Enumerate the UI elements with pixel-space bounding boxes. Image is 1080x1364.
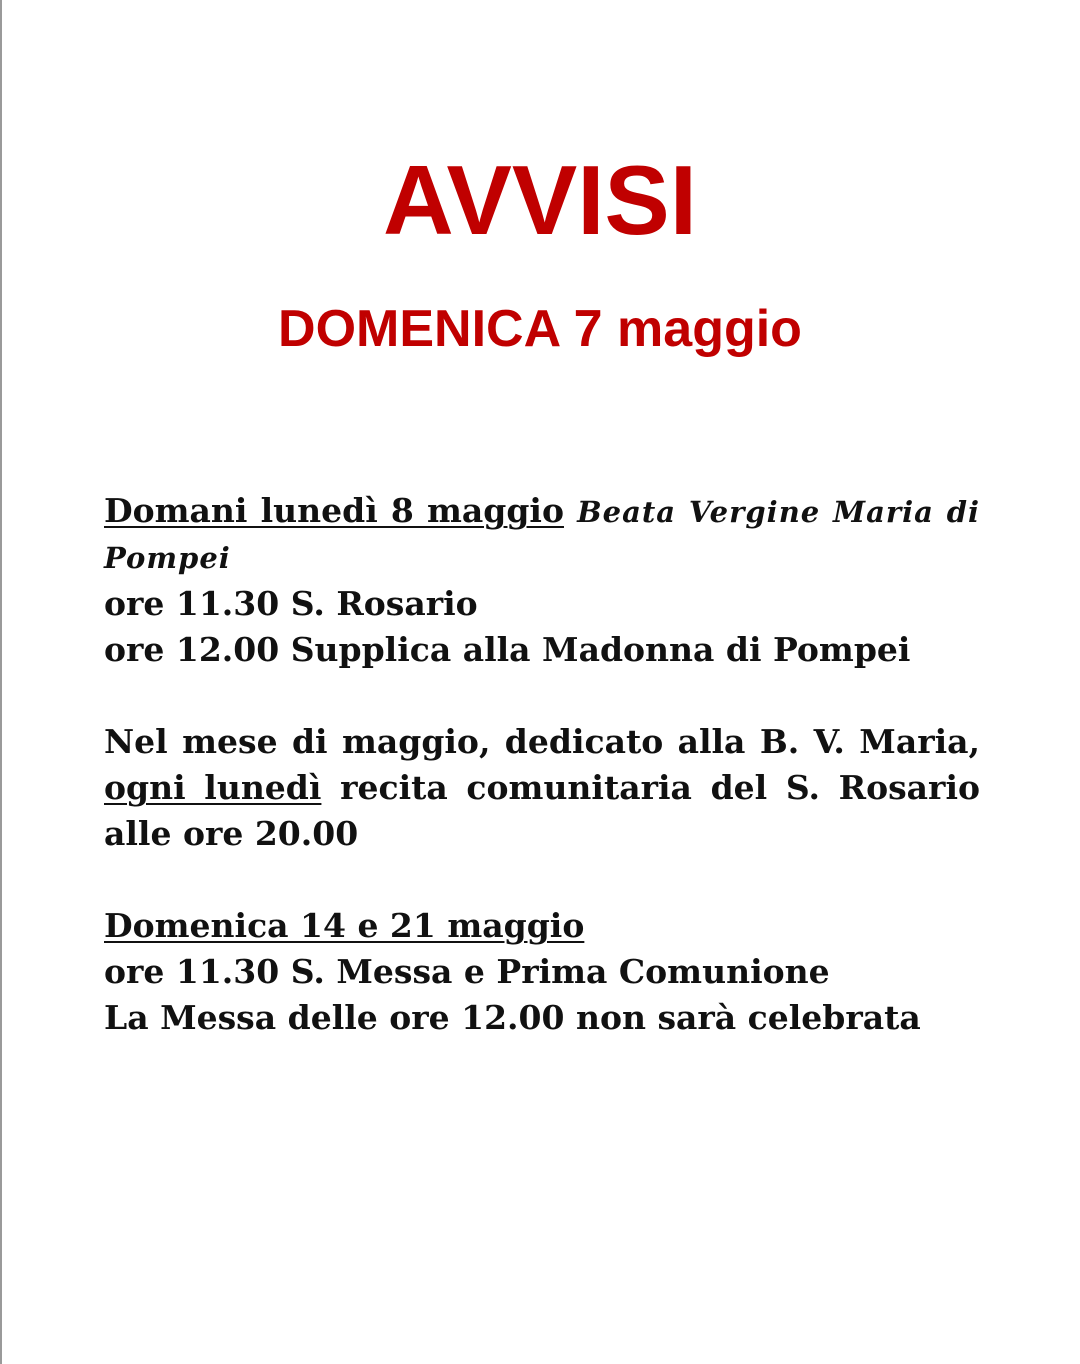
notice-communion [104,903,980,1041]
notice-monday-feast-cont: Pompei [104,541,231,575]
notice-monday-heading [104,488,980,535]
notice-monday-date: Domani lunedì 8 maggio [104,491,564,530]
notice-may-time: alle ore 20.00 [104,814,359,853]
page-subtitle: DOMENICA 7 maggio [278,300,802,358]
notice-may [104,719,980,857]
notice-may-every-monday: ogni lunedì [104,768,322,807]
page-title: AVVISI [382,145,698,255]
spacer [104,673,980,719]
notice-communion-date: Domenica 14 e 21 maggio [104,906,585,945]
notice-communion-heading [104,903,980,949]
notices-body [104,488,980,1041]
notice-monday-rosary: ore 11.30 S. Rosario [104,584,478,623]
notice-monday-feast: Beata Vergine Maria di [577,495,980,529]
spacer [104,857,980,903]
notice-monday [104,488,980,673]
notice-communion-cancel: La Messa delle ore 12.00 non sarà celebrata [104,998,921,1037]
notice-communion-mass: ore 11.30 S. Messa e Prima Comunione [104,952,830,991]
notice-monday-supplica: ore 12.00 Supplica alla Madonna di Pompei [104,630,911,669]
notice-may-rosary: recita comunitaria del S. Rosario [340,768,980,807]
notice-may-line2 [104,765,980,811]
notice-may-line1: Nel mese di maggio, dedicato alla B. V. Maria, [104,722,980,761]
